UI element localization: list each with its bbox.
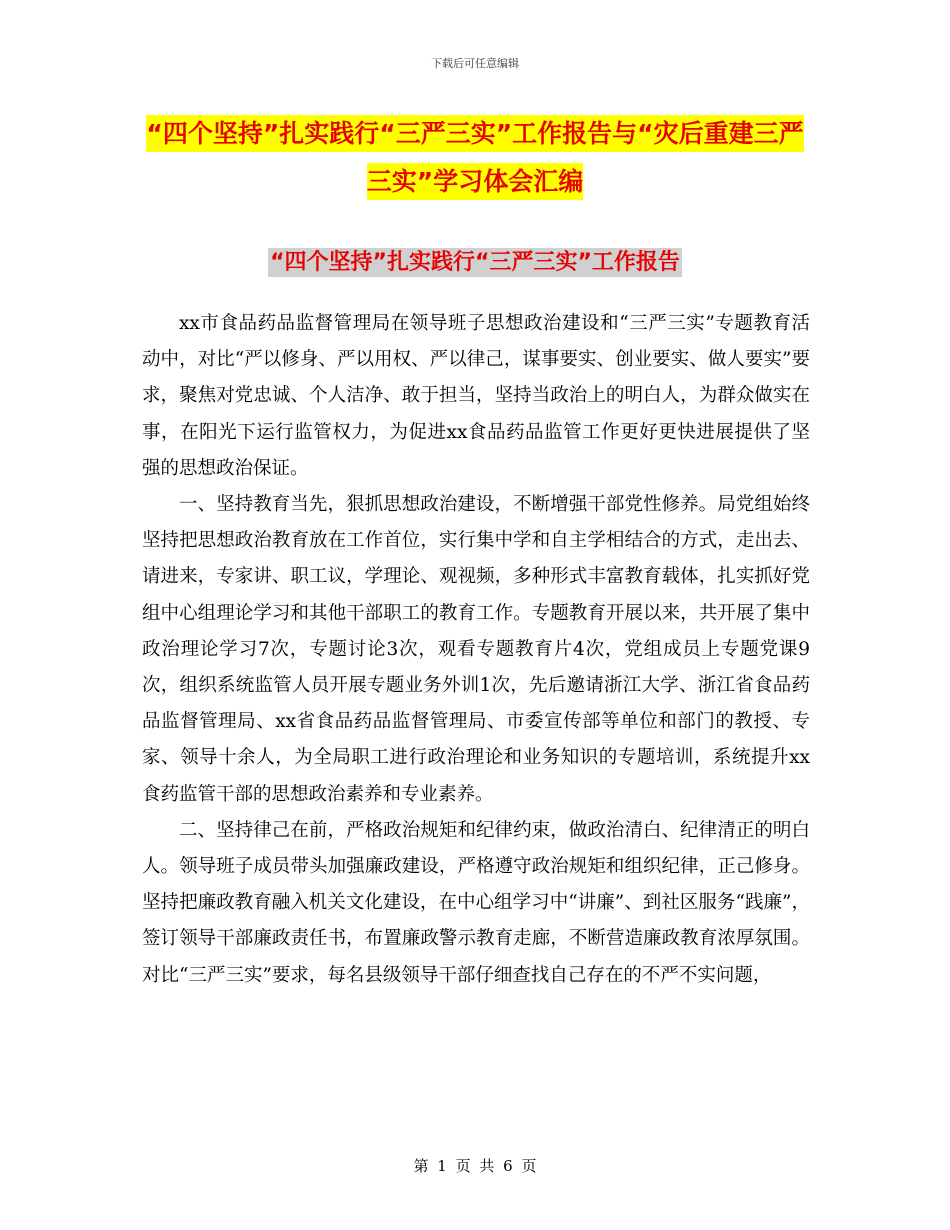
body-text (142, 306, 810, 994)
section-title-text: “四个坚持”扎实践行“三严三实”工作报告 (270, 250, 680, 275)
paragraph-one: 一、坚持教育当先，狠抓思想政治建设，不断增强干部党性修养。局党组始终坚持把思想政治教育放在工作首位，实行集中学和自主学相结合的方式，走出去、请进来，专家讲、职工议，学理论、观视频，多种形式丰富教育载体，扎实抓好党组中心组理论学习和其他干部职工的教育工作。专题教育开展以来，共开展了集中政治理论学习7次，专题讨论3次，观看专题教育片4次，党组成员上专题党课9次，组织系统监管人员开展专题业务外训1次，先后邀请浙江大学、浙江省食品药品监督管理局、xx省食品药品监督管理局、市委宣传部等单位和部门的教授、专家、领导十余人，为全局职工进行政治理论和业务知识的专题培训，系统提升xx食药监管干部的思想政治素养和专业素养。 (142, 494, 810, 805)
header-note: 下载后可任意编辑 (431, 57, 519, 70)
section-title (0, 245, 950, 276)
main-title-text: “四个坚持”扎实践行“三严三实”工作报告与“灾后重建三严三实”学习体会汇编 (146, 115, 803, 200)
main-title (140, 110, 810, 206)
paragraph-intro: xx市食品药品监督管理局在领导班子思想政治建设和“三严三实”专题教育活动中，对比“严以修身、严以用权、严以律己，谋事要实、创业要实、做人要实”要求，聚焦对党忠诚、个人洁净、敢于担当，坚持当政治上的明白人，为群众做实在事，在阳光下运行监管权力，为促进xx食品药品监管工作更好更快进展提供了坚强的思想政治保证。 (142, 313, 810, 479)
paragraph-two: 二、坚持律己在前，严格政治规矩和纪律约束，做政治清白、纪律清正的明白人。领导班子成员带头加强廉政建设，严格遵守政治规矩和组织纪律，正己修身。坚持把廉政教育融入机关文化建设，在中心组学习中“讲廉”、到社区服务“践廉”，签订领导干部廉政责任书，布置廉政警示教育走廊，不断营造廉政教育浓厚氛围。对比“三严三实”要求，每名县级领导干部仔细查找自己存在的不严不实问题， (142, 819, 810, 986)
page-number: 第 1 页 共 6 页 (413, 1157, 537, 1175)
